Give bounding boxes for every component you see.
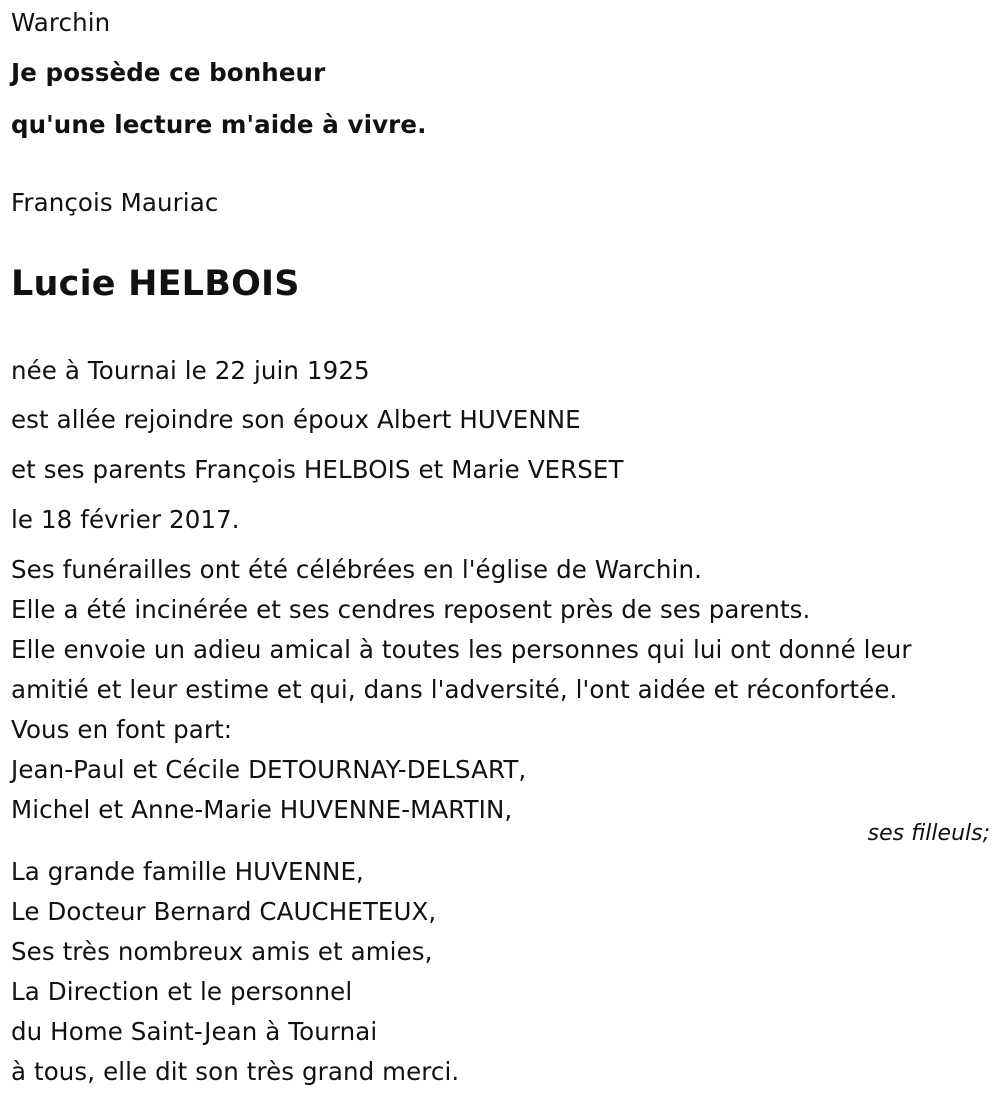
birth-line: née à Tournai le 22 juin 1925	[11, 356, 370, 385]
place-name: Warchin	[11, 8, 111, 37]
parents-line: et ses parents François HELBOIS et Marie VERSET	[11, 455, 624, 484]
quote-line-2: qu'une lecture m'aide à vivre.	[11, 110, 427, 139]
closing-line-6: à tous, elle dit son très grand merci.	[11, 1057, 460, 1086]
quote-author: François Mauriac	[11, 188, 219, 217]
closing-line-2: Le Docteur Bernard CAUCHETEUX,	[11, 897, 437, 926]
closing-line-3: Ses très nombreux amis et amies,	[11, 937, 433, 966]
announcer-line-2: Michel et Anne-Marie HUVENNE-MARTIN,	[11, 795, 513, 824]
closing-line-4: La Direction et le personnel	[11, 977, 353, 1006]
deceased-name: Lucie HELBOIS	[11, 264, 300, 304]
relationship-note: ses filleuls;	[867, 821, 990, 846]
paragraph-line-5: Vous en font part:	[11, 715, 233, 744]
announcer-line-1: Jean-Paul et Cécile DETOURNAY-DELSART,	[11, 755, 527, 784]
closing-line-5: du Home Saint-Jean à Tournai	[11, 1017, 378, 1046]
paragraph-line-2: Elle a été incinérée et ses cendres reposent près de ses parents.	[11, 595, 811, 624]
quote-line-1: Je possède ce bonheur	[11, 58, 326, 87]
death-date-line: le 18 février 2017.	[11, 505, 240, 534]
spouse-line: est allée rejoindre son époux Albert HUVENNE	[11, 405, 581, 434]
paragraph-line-1: Ses funérailles ont été célébrées en l'église de Warchin.	[11, 555, 702, 584]
paragraph-line-3: Elle envoie un adieu amical à toutes les personnes qui lui ont donné leur	[11, 635, 912, 664]
closing-line-1: La grande famille HUVENNE,	[11, 857, 364, 886]
paragraph-line-4: amitié et leur estime et qui, dans l'adversité, l'ont aidée et réconfortée.	[11, 675, 898, 704]
